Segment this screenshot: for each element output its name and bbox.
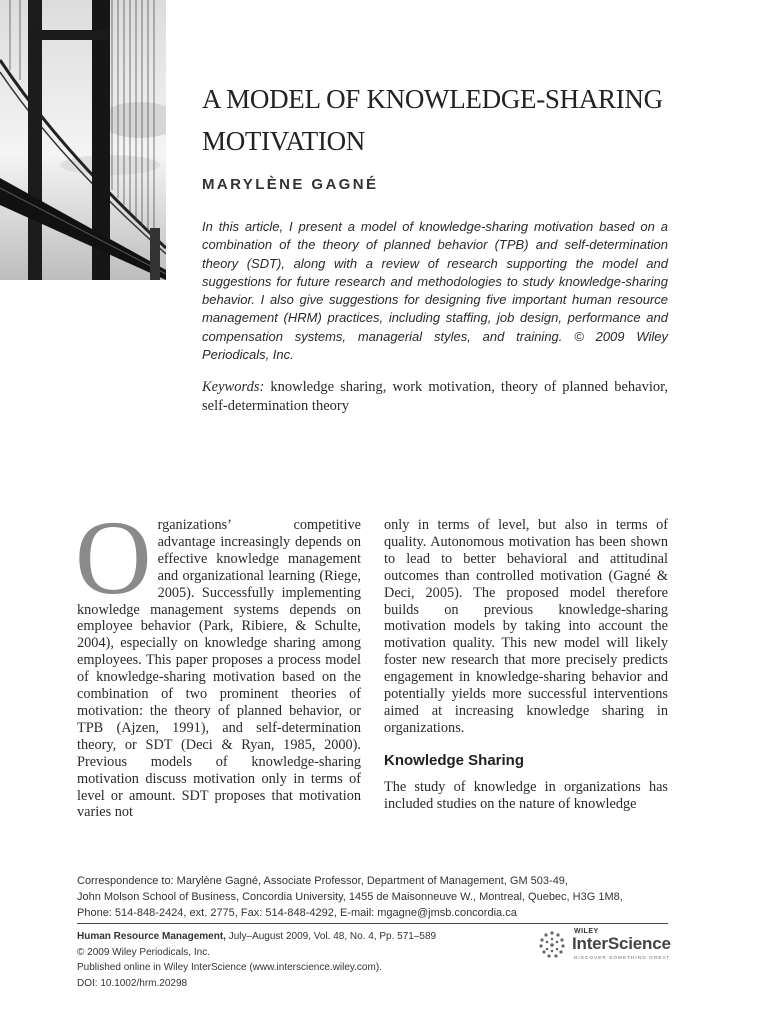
footer-divider <box>77 923 668 924</box>
body-column-right <box>384 517 668 813</box>
correspondence-line: Phone: 514-848-2424, ext. 2775, Fax: 514-848-4292, E-mail: mgagne@jmsb.concordia.ca <box>77 907 517 919</box>
section-heading: Knowledge Sharing <box>384 751 525 769</box>
logo-publisher: WILEY <box>574 928 599 935</box>
abstract: In this article, I present a model of knowledge-sharing motivation based on a combination of the theory of planned behavior (TPB) and self-determination theory (SDT), along with a review of research supporting the model and suggestions for future research and methodologies to study knowledge-sharing behavior. I also give suggestions for designing five important human resource management (HRM) practices, including staffing, job design, performance and compensation systems, managerial styles, and training. © 2009 Wiley Periodicals, Inc. <box>202 219 668 363</box>
journal-info <box>77 929 517 991</box>
article-author: MARYLÈNE GAGNÉ <box>202 176 379 193</box>
drop-cap: O <box>75 499 152 616</box>
journal-citation <box>77 929 517 945</box>
article-title: A MODEL OF KNOWLEDGE-SHARING MOTIVATION <box>202 84 663 156</box>
body-column-left <box>75 499 361 821</box>
keywords <box>202 378 668 415</box>
globe-icon <box>536 929 568 961</box>
bridge-illustration <box>0 0 166 280</box>
body-paragraph-3: The study of knowledge in organizations has included studies on the nature of knowledge <box>384 778 668 812</box>
body-paragraph-1 <box>75 499 361 821</box>
bridge-photo <box>0 0 166 280</box>
journal-copyright: © 2009 Wiley Periodicals, Inc. <box>77 946 210 958</box>
body-paragraph-2: only in terms of level, but also in terms of quality. Autonomous motivation has been shown to lead to better behavioral and attitudinal outcomes than controlled motivation (Gagné & Deci, 2005). The proposed model therefore builds on previous knowledge-sharing motivation models by taking into account the motivation quality. This new model will likely foster new research that more precisely predicts engagement in knowledge-sharing behavior and potentially yields more successful interventions aimed at increasing knowledge sharing in organizations. <box>384 517 668 736</box>
journal-doi: DOI: 10.1002/hrm.20298 <box>77 977 188 989</box>
keywords-label: Keywords: <box>202 379 265 395</box>
correspondence-line: Correspondence to: Marylène Gagné, Associate Professor, Department of Management, GM 503-49, <box>77 875 568 887</box>
correspondence-block <box>77 873 697 921</box>
logo-name: InterScience <box>572 934 671 953</box>
keywords-list: knowledge sharing, work motivation, theory of planned behavior, self-determination theory <box>202 379 669 414</box>
correspondence-line: John Molson School of Business, Concordia University, 1455 de Maisonneuve W., Montreal, Quebec, H3G 1M8, <box>77 891 623 903</box>
body-paragraph-1-text: rganizations’ competitive advantage increasingly depends on effective knowledge management and organizational learning (Riege, 2005). Successfully implementing knowledge management systems depends on employee behavior (Park, Ribiere, & Schulte, 2004), especially on knowledge sharing among employees. This paper proposes a process model of knowledge-sharing motivation based on the combination of two prominent theories of motivation: the theory of planned behavior, or TPB (Ajzen, 1991), and self-determination theory, or SDT (Deci & Ryan, 1985, 2000). Previous models of knowledge-sharing motivation discuss motivation only in terms of level or amount. SDT proposes that motivation varies not <box>77 517 361 821</box>
journal-name: Human Resource Management, <box>77 931 226 942</box>
journal-issue: July–August 2009, Vol. 48, No. 4, Pp. 571–589 <box>228 931 437 942</box>
logo-tagline: DISCOVER SOMETHING GREAT <box>574 955 671 960</box>
journal-published: Published online in Wiley InterScience (www.interscience.wiley.com). <box>77 962 382 973</box>
wiley-interscience-logo <box>536 927 676 967</box>
